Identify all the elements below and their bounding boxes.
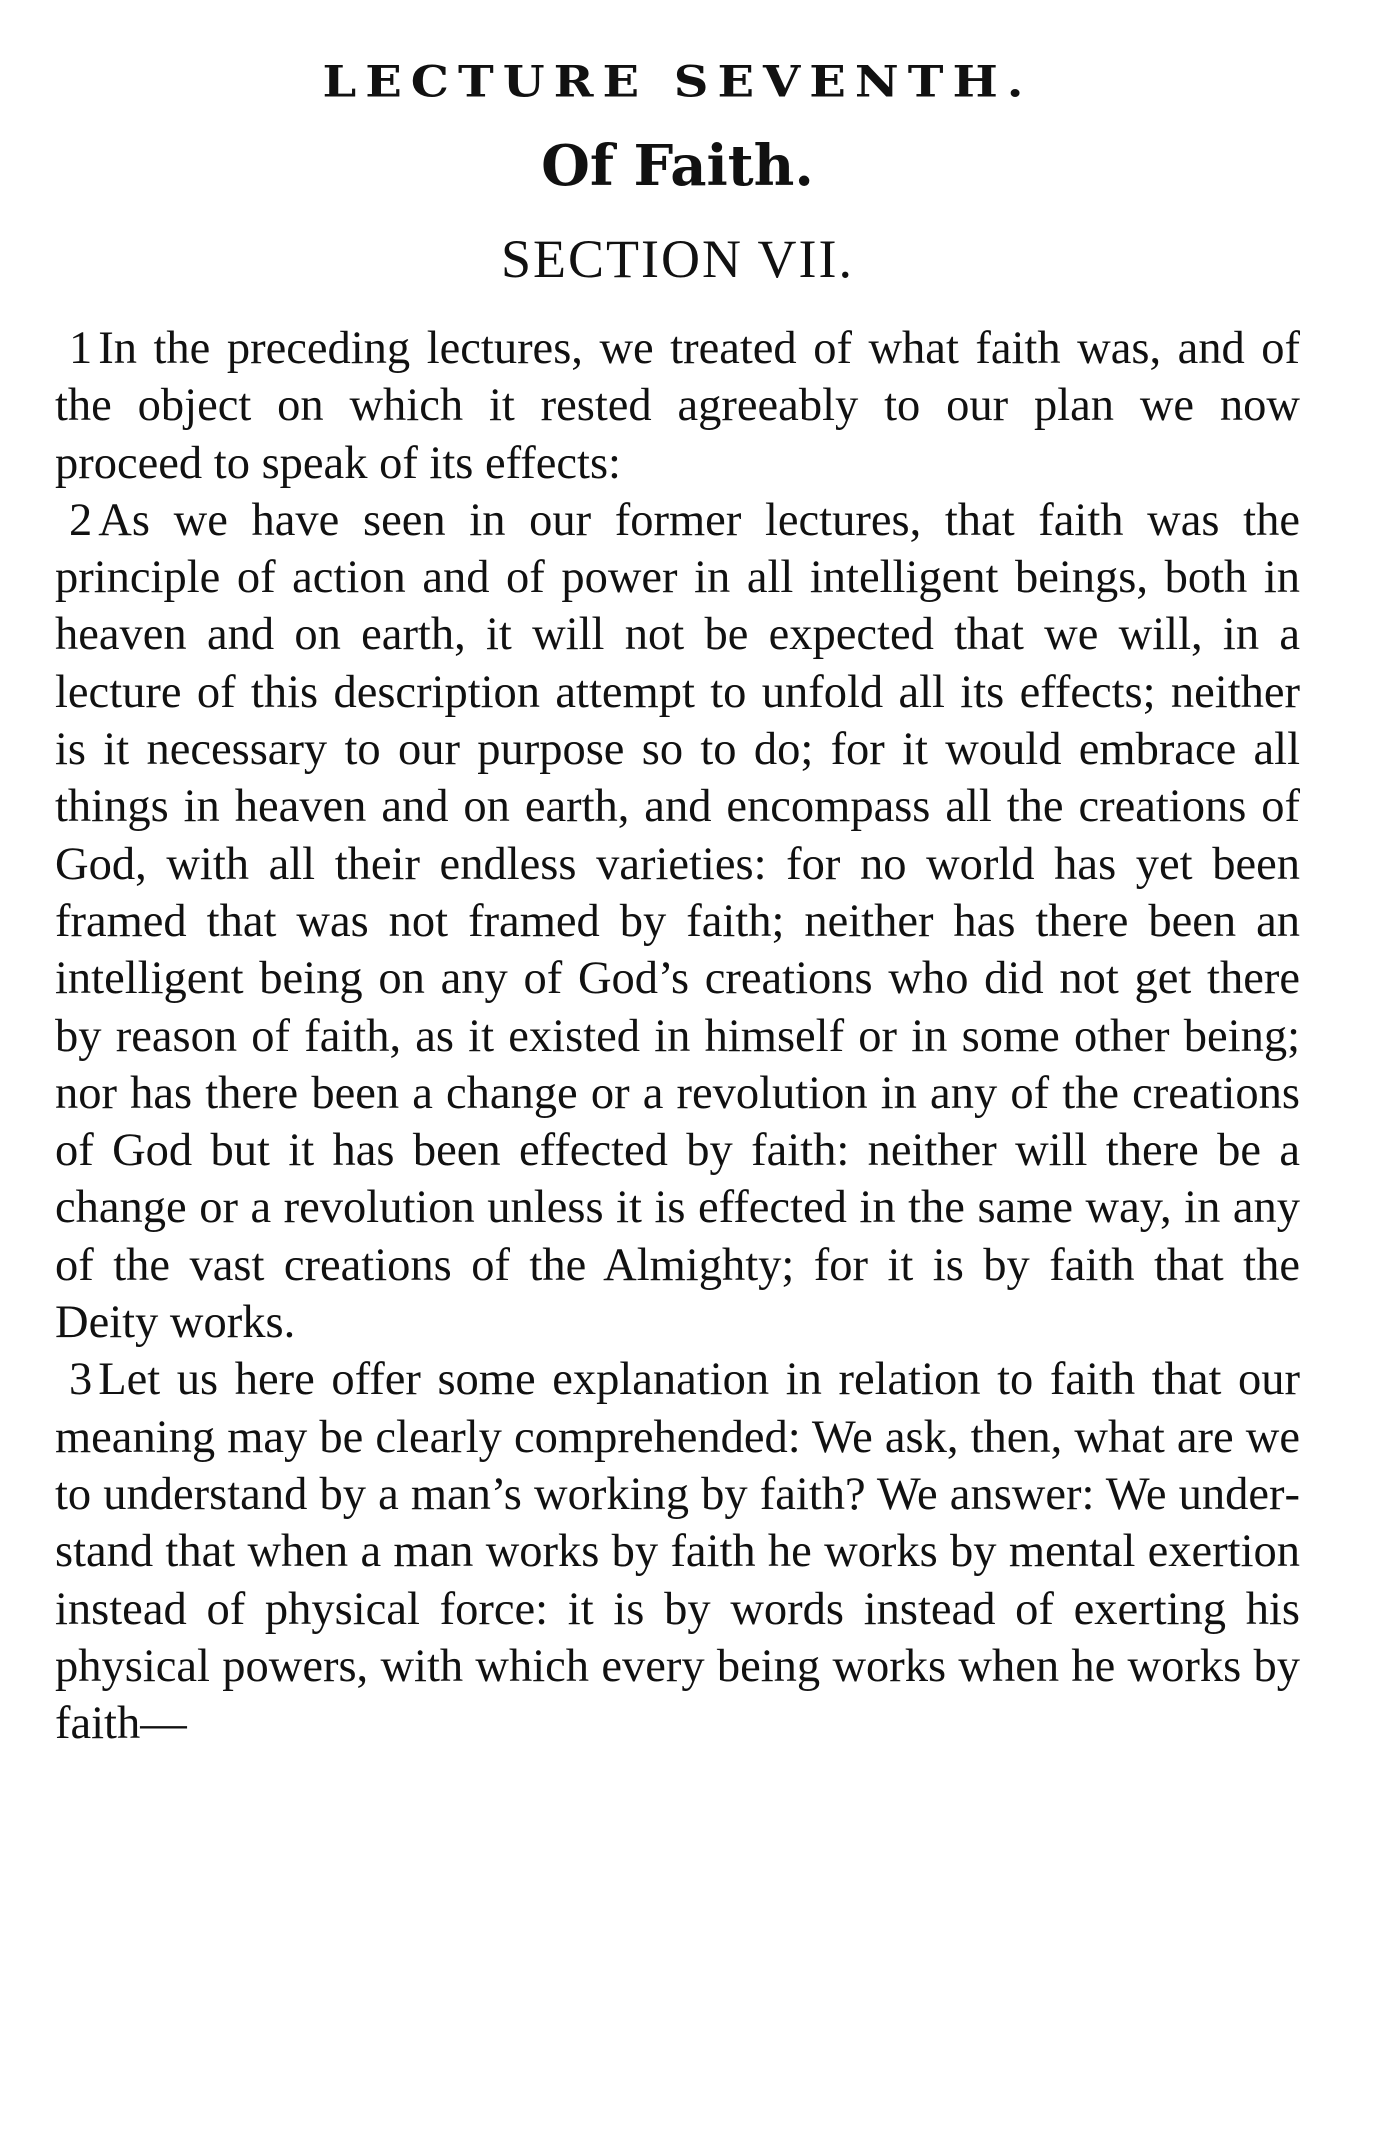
paragraph-2 [55,492,1300,1351]
paragraph-number: 3 [69,1354,93,1406]
lecture-heading: LECTURE SEVENTH. [322,56,1033,108]
section-heading: SECTION VII. [501,229,854,289]
subject-title: Of Faith. [541,133,814,199]
paragraph-3 [55,1351,1300,1752]
paragraph-number: 1 [69,323,93,374]
page [55,58,1300,1752]
paragraph-number: 2 [69,494,93,546]
paragraph-text: Let us here offer some explanation in relation to faith that our meaning may be clearly comprehended: We ask, then, what are we to understand by a man’s working by faith? We answer: We understand that when a man works by faith he works by mental exertion instead of physical force: it is by words instead of exerting his physical powers, with which every being works when he works by faith— [55,1354,1300,1750]
paragraph-1 [55,320,1300,492]
paragraph-text: In the preceding lectures, we treated of what faith was, and of the object on which it rested agreeably to our plan we now proceed to speak of its effects: [55,323,1300,489]
paragraph-text: As we have seen in our former lectures, that faith was the principle of action and of power in all intelligent beings, both in heaven and on earth, it will not be expected that we will, in a lecture of this description attempt to unfold all its effects; neither is it necessary to our purpose so to do; for it would embrace all things in heaven and on earth, and encompass all the creations of God, with all their endless varieties: for no world has yet been framed that was not framed by faith; neither has there been an intelligent being on any of God’s creations who did not get there by reason of faith, as it existed in himself or in some other being; nor has there been a change or a revolution in any of the creations of God but it has been effected by faith: neither will there be a change or a revolution unless it is effected in the same way, in any of the vast creations of the Almighty; for it is by faith that the Deity works. [55,494,1300,1349]
